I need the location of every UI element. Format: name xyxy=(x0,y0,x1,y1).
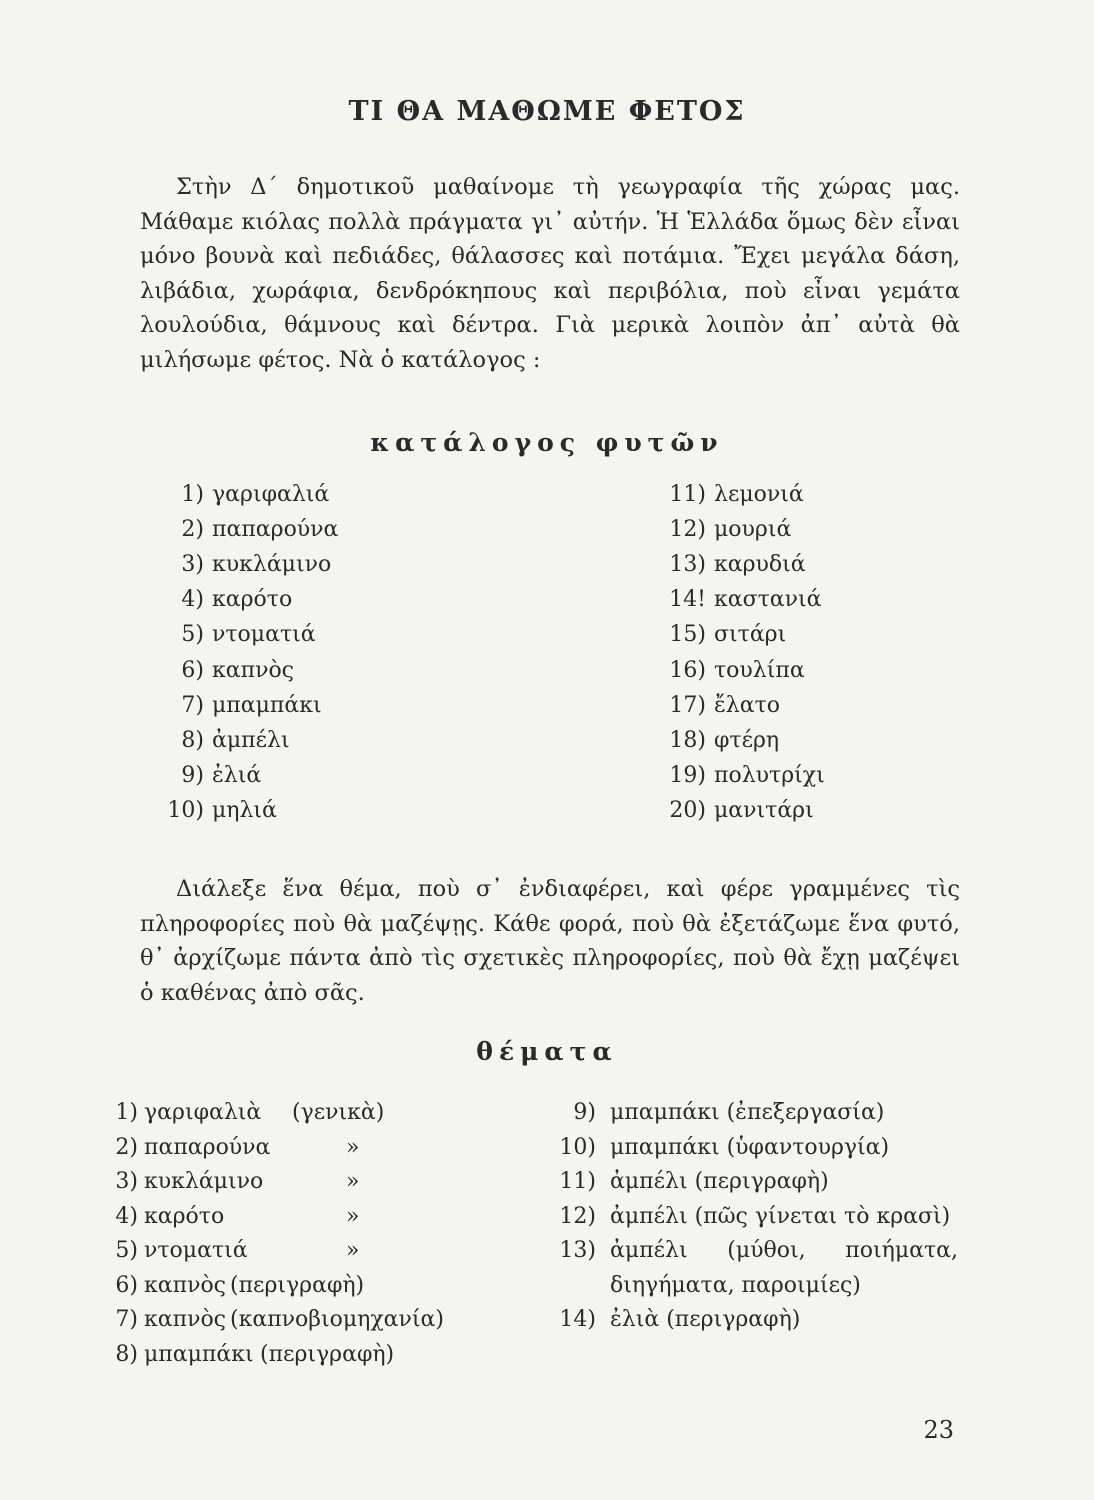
topic-subject: ντοματιά xyxy=(144,1238,248,1263)
topic-list-left xyxy=(96,1096,516,1372)
item-number: 8) xyxy=(115,1341,138,1367)
list-item xyxy=(96,1338,516,1373)
topic-detail: » xyxy=(346,1134,360,1160)
item-number: 10) xyxy=(559,1134,596,1160)
plant-name: μπαμπάκι xyxy=(212,692,322,718)
plant-name: ἐλιά xyxy=(212,762,262,788)
list-item xyxy=(96,1269,516,1304)
item-number: 3) xyxy=(115,1169,138,1194)
item-number: 1) xyxy=(115,1100,138,1125)
item-number: 8) xyxy=(181,727,204,753)
item-number: 6) xyxy=(181,657,204,683)
plant-name: φτέρη xyxy=(714,727,780,753)
item-number: 14) xyxy=(559,1307,596,1332)
topic-text: ἀμπέλι (πῶς γίνεται τὸ κρασὶ) xyxy=(610,1203,951,1229)
item-number: 7) xyxy=(181,692,204,718)
item-number: 6) xyxy=(115,1272,138,1298)
topic-text: ἐλιὰ (περιγραφὴ) xyxy=(610,1307,801,1332)
plant-name: ἔλατο xyxy=(714,692,781,718)
list-item xyxy=(148,652,338,687)
item-number: 16) xyxy=(669,657,706,683)
item-number: 12) xyxy=(559,1203,596,1229)
topic-subject: καρότο xyxy=(144,1203,225,1229)
list-item xyxy=(96,1200,516,1235)
item-number: 3) xyxy=(181,552,204,578)
list-item xyxy=(148,617,338,652)
plant-name: κυκλάμινο xyxy=(212,552,332,578)
list-item xyxy=(96,1234,516,1269)
list-item xyxy=(96,1303,516,1338)
list-item xyxy=(548,1131,958,1166)
plant-name: καστανιά xyxy=(714,587,822,613)
item-number: 13) xyxy=(559,1238,596,1263)
topic-subject: γαριφαλιὰ xyxy=(144,1100,262,1125)
list-item xyxy=(650,723,825,758)
item-number: 2) xyxy=(115,1134,138,1160)
page-number: 23 xyxy=(923,1416,954,1444)
item-number: 5) xyxy=(181,622,204,648)
instructions-paragraph: Διάλεξε ἕνα θέμα, ποὺ σ᾽ ἐνδιαφέρει, καὶ φέρε γραμμένες τὶς πληροφορίες ποὺ θὰ μαζέψῃς. Κάθε φορά, ποὺ θὰ ἐξετάζωμε ἕνα φυτό, θ᾽ ἀρχίζωμε πάντα ἀπὸ τὶς σχετικὲς πληροφορίες, ποὺ θὰ ἔχῃ μαζέψει ὁ καθένας ἀπὸ σᾶς. xyxy=(140,876,960,1006)
item-number: 15) xyxy=(669,622,706,648)
topic-detail: (περιγραφὴ) xyxy=(260,1341,395,1367)
list-item xyxy=(148,512,338,547)
item-number: 9) xyxy=(573,1100,596,1125)
list-item xyxy=(96,1165,516,1200)
plant-name: σιτάρι xyxy=(714,622,787,648)
list-item xyxy=(548,1200,958,1235)
topic-text: ἀμπέλι (περιγραφὴ) xyxy=(610,1169,829,1194)
list-item xyxy=(148,688,338,723)
plant-name: τουλίπα xyxy=(714,657,805,683)
list-item xyxy=(148,477,338,512)
list-item xyxy=(650,652,825,687)
item-number: 11) xyxy=(559,1169,596,1194)
topic-text: ἀμπέλι (μύθοι, ποιήματα, διηγήματα, παροιμίες) xyxy=(610,1238,958,1298)
item-number: 17) xyxy=(669,692,706,718)
list-item xyxy=(548,1165,958,1200)
list-item xyxy=(548,1096,958,1131)
list-item xyxy=(148,793,338,828)
item-number: 2) xyxy=(181,517,204,543)
topic-text: μπαμπάκι (ὑφαντουργία) xyxy=(610,1134,890,1160)
page-title: ΤΙ ΘΑ ΜΑΘΩΜΕ ΦΕΤΟΣ xyxy=(348,96,746,127)
item-number: 4) xyxy=(181,587,204,613)
item-number: 9) xyxy=(181,762,204,788)
plant-name: ντοματιά xyxy=(212,622,316,648)
list-item xyxy=(148,547,338,582)
list-item xyxy=(650,512,825,547)
plant-name: παπαρούνα xyxy=(212,517,339,543)
list-item xyxy=(650,547,825,582)
list-item xyxy=(650,688,825,723)
topic-detail: (γενικὰ) xyxy=(292,1100,385,1125)
topic-list-right xyxy=(548,1096,958,1338)
list-item xyxy=(96,1131,516,1166)
item-number: 12) xyxy=(669,517,706,543)
item-number: 11) xyxy=(669,482,706,508)
list-item xyxy=(650,793,825,828)
list-item xyxy=(548,1234,958,1303)
plant-name: ἀμπέλι xyxy=(212,727,290,753)
list-item xyxy=(650,582,825,617)
topic-detail: » xyxy=(346,1169,360,1194)
plant-name: πολυτρίχι xyxy=(714,762,825,788)
list-item xyxy=(148,723,338,758)
item-number: 1) xyxy=(181,482,204,508)
item-number: 4) xyxy=(115,1203,138,1229)
topic-detail: » xyxy=(346,1238,360,1263)
item-number: 7) xyxy=(115,1307,138,1332)
topic-detail: (περιγραφὴ) xyxy=(230,1272,365,1298)
topic-subject: κυκλάμινο xyxy=(144,1169,264,1194)
item-number: 19) xyxy=(669,762,706,788)
item-number: 13) xyxy=(669,552,706,578)
list-item xyxy=(650,477,825,512)
plant-name: μηλιά xyxy=(212,797,277,823)
list-item xyxy=(650,758,825,793)
topic-detail: (καπνοβιομηχανία) xyxy=(230,1307,444,1332)
topic-subject: καπνὸς xyxy=(144,1272,227,1298)
item-number: 18) xyxy=(669,727,706,753)
topic-detail: » xyxy=(346,1203,360,1229)
list-item xyxy=(96,1096,516,1131)
plant-name: καπνὸς xyxy=(212,657,295,683)
plant-list-right xyxy=(650,477,825,828)
plant-name: καρότο xyxy=(212,587,293,613)
item-number: 5) xyxy=(115,1238,138,1263)
item-number: 14! xyxy=(669,587,706,613)
intro-paragraph: Στὴν Δ΄ δημοτικοῦ μαθαίνομε τὴ γεωγραφία τῆς χώρας μας. Μάθαμε κιόλας πολλὰ πράγματα γι᾽ αὐτήν. Ἡ Ἑλλάδα ὅμως δὲν εἶναι μόνο βουνὰ καὶ πεδιάδες, θάλασσες καὶ ποτάμια. Ἔχει μεγάλα δάση, λιβάδια, χωράφια, δενδρόκηπους καὶ περιβόλια, ποὺ εἶναι γεμάτα λουλούδια, θάμνους καὶ δέντρα. Γιὰ μερικὰ λοιπὸν ἀπ᾽ αὐτὰ θὰ μιλήσωμε φέτος. Νὰ ὁ κατάλογος : xyxy=(140,174,960,373)
item-number: 10) xyxy=(167,797,204,823)
list-item xyxy=(148,582,338,617)
topic-text: μπαμπάκι (ἐπεξεργασία) xyxy=(610,1100,885,1125)
list-item xyxy=(650,617,825,652)
topic-subject: παπαρούνα xyxy=(144,1134,271,1160)
plant-name: λεμονιά xyxy=(714,482,804,508)
plant-name: καρυδιά xyxy=(714,552,806,578)
item-number: 20) xyxy=(669,797,706,823)
plant-name: μουριά xyxy=(714,517,792,543)
plant-name: μανιτάρι xyxy=(714,797,814,823)
plants-heading: κατάλογος φυτῶν xyxy=(370,428,724,457)
list-item xyxy=(148,758,338,793)
topics-heading: θέματα xyxy=(476,1037,618,1066)
plant-list-left xyxy=(148,477,338,828)
plant-name: γαριφαλιά xyxy=(212,482,330,508)
topic-subject: μπαμπάκι xyxy=(144,1341,254,1367)
topic-subject: καπνὸς xyxy=(144,1307,227,1332)
list-item xyxy=(548,1303,958,1338)
